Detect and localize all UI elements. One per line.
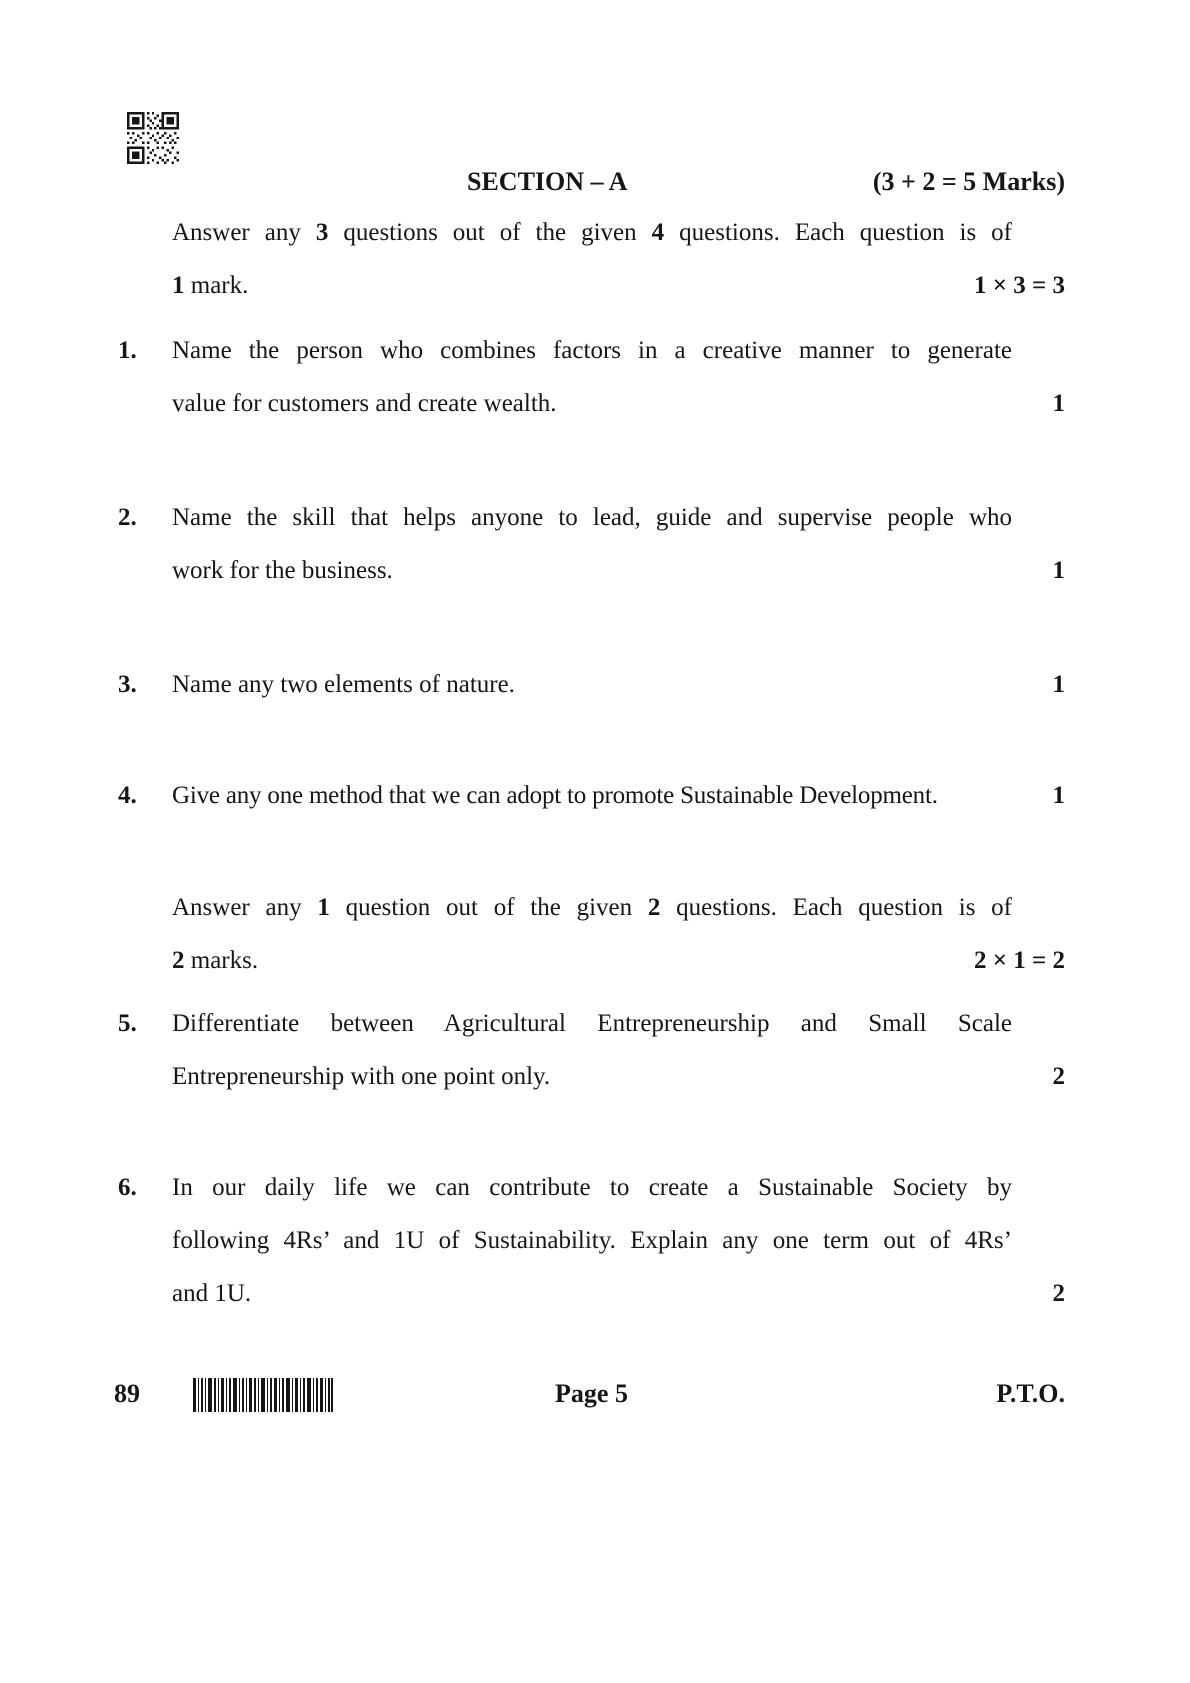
question-3-marks: 1 (1052, 671, 1065, 698)
question-row-6 (118, 1161, 1065, 1320)
question-5-text: Differentiate between Agricultural Entrepreneurship and Small Scale Entrepreneurship with one point only. (172, 1010, 1012, 1090)
question-5-marks: 2 (1052, 1063, 1065, 1090)
instructions-1-line-2 (172, 259, 1065, 312)
question-6-marks: 2 (1052, 1280, 1065, 1307)
question-2-number: 2. (118, 504, 137, 531)
question-3-text: Name any two elements of nature. (172, 671, 515, 698)
question-row-3 (118, 658, 1065, 711)
question-2-text: Name the skill that helps anyone to lead, guide and supervise people who work for the business. (172, 504, 1012, 584)
page-footer (114, 1374, 1065, 1420)
paper-code: 89 (114, 1379, 140, 1408)
question-4-number: 4. (118, 782, 137, 809)
question-row-4 (118, 769, 1065, 822)
instructions-1-line-1: Answer any 3 questions out of the given 4 questions. Each question is of (172, 219, 1012, 246)
instructions-block-1 (172, 206, 1065, 312)
question-2-marks: 1 (1052, 557, 1065, 584)
qr-code-icon (127, 112, 179, 164)
question-1-number: 1. (118, 337, 137, 364)
section-marks-total: (3 + 2 = 5 Marks) (872, 167, 1065, 196)
question-6-number: 6. (118, 1174, 137, 1201)
pto-label: P.T.O. (996, 1379, 1065, 1408)
question-1-text: Name the person who combines factors in a creative manner to generate value for customers and create wealth. (172, 337, 1012, 417)
section-title: SECTION – A (467, 167, 628, 196)
instructions-1-formula: 1 × 3 = 3 (974, 272, 1065, 299)
page-number: Page 5 (555, 1379, 628, 1408)
question-row-5 (118, 997, 1065, 1103)
instructions-block-2 (172, 881, 1065, 987)
question-4-marks: 1 (1052, 782, 1065, 809)
question-row-1 (118, 324, 1065, 430)
question-5-number: 5. (118, 1010, 137, 1037)
question-3-number: 3. (118, 671, 137, 698)
instructions-1-marks-text: 1 mark. (172, 272, 249, 299)
question-6-text: In our daily life we can contribute to create a Sustainable Society by following 4Rs’ and 1U of Sustainability. Explain any one term out of 4Rs’ and 1U. (172, 1174, 1012, 1307)
question-1-marks: 1 (1052, 390, 1065, 417)
instructions-2-line-1: Answer any 1 question out of the given 2 questions. Each question is of (172, 894, 1012, 921)
instructions-2-line-2 (172, 934, 1065, 987)
instructions-2-formula: 2 × 1 = 2 (974, 947, 1065, 974)
question-row-2 (118, 491, 1065, 597)
question-4-text: Give any one method that we can adopt to promote Sustainable Development. (172, 782, 938, 809)
instructions-2-marks-text: 2 marks. (172, 947, 259, 974)
section-header (118, 160, 1065, 204)
